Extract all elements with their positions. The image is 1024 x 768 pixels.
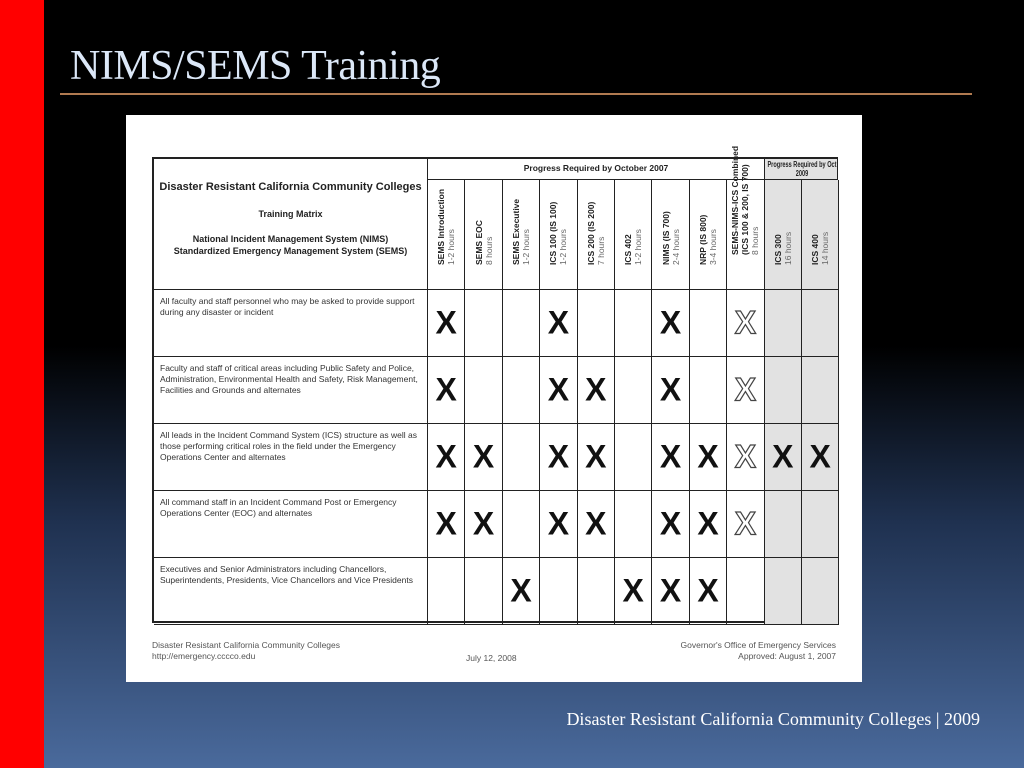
- matrix-cell: [765, 290, 802, 357]
- column-header-label: [548, 202, 568, 265]
- row-label: All command staff in an Incident Command Post or Emergency Operations Center (EOC) and alternates: [154, 491, 428, 558]
- course-hours: 8 hours: [483, 236, 494, 265]
- course-name: ICS 400: [810, 234, 821, 265]
- matrix-cell: [727, 424, 764, 491]
- x-mark: X: [697, 572, 719, 609]
- matrix-cell: [802, 424, 839, 491]
- group-header-2007: [428, 159, 765, 180]
- matrix-cell: [578, 558, 615, 625]
- group-header-2009: [765, 159, 838, 180]
- matrix-cell: [802, 491, 839, 558]
- matrix-cell: [578, 424, 615, 491]
- matrix-cell: [465, 491, 502, 558]
- matrix-cell: [540, 558, 577, 625]
- matrix-cell: [578, 491, 615, 558]
- matrix-cell: [652, 424, 689, 491]
- row-label: All leads in the Incident Command System (ICS) structure as well as those performing critical roles in the field under the Emergency Operations Center and alternates: [154, 424, 428, 491]
- matrix-cell: [690, 290, 727, 357]
- matrix-cell: [428, 558, 465, 625]
- matrix-cell: [465, 424, 502, 491]
- x-mark: X: [547, 371, 570, 408]
- matrix-cell: [652, 357, 689, 424]
- x-mark: X: [435, 438, 457, 475]
- x-mark: X: [547, 438, 570, 475]
- course-name: NIMS (IS 700): [660, 211, 671, 265]
- course-name: SEMS Executive: [510, 198, 521, 265]
- matrix-cell: [802, 357, 839, 424]
- x-mark: X: [659, 505, 682, 542]
- course-hours: 1-2 hours: [520, 229, 531, 265]
- doc-footer-left: [152, 640, 340, 662]
- column-header: [652, 180, 689, 290]
- x-mark: X: [659, 572, 682, 609]
- column-header: [615, 180, 652, 290]
- matrix-cell: [615, 424, 652, 491]
- column-header: [465, 180, 502, 290]
- matrix-cell: [503, 357, 540, 424]
- course-name: ICS 300: [772, 234, 783, 265]
- matrix-cell: [727, 290, 764, 357]
- column-header: [690, 180, 727, 290]
- x-mark: X: [547, 304, 570, 341]
- training-matrix-image: [126, 115, 862, 682]
- column-header: [578, 180, 615, 290]
- x-mark: X: [697, 505, 719, 542]
- column-header-label: [698, 215, 718, 265]
- matrix-cell: [615, 290, 652, 357]
- matrix-title-cell: [154, 159, 428, 290]
- matrix-cell: [727, 491, 764, 558]
- matrix-cell: [615, 558, 652, 625]
- x-mark: X: [472, 505, 495, 542]
- x-mark: X: [510, 572, 532, 609]
- row-label: Faculty and staff of critical areas including Public Safety and Police, Administration, Environmental Health and Safety, Risk Management, Facilities and Grounds and alternates: [154, 357, 428, 424]
- course-hours: 1-2 hours: [558, 229, 569, 265]
- column-header: [727, 145, 764, 290]
- x-mark: X: [435, 371, 457, 408]
- matrix-line2: Standardized Emergency Management System (SEMS): [173, 246, 408, 256]
- column-header: [428, 180, 465, 290]
- matrix-subtitle: Training Matrix: [258, 209, 323, 219]
- matrix-cell: [615, 491, 652, 558]
- course-name: NRP (IS 800): [697, 214, 708, 265]
- group-header-2009-label: Progress Required by Oct 2009: [766, 160, 837, 178]
- matrix-cell: [428, 290, 465, 357]
- x-mark: X: [659, 304, 682, 341]
- title-divider: [60, 93, 972, 95]
- x-mark: X: [659, 371, 682, 408]
- matrix-cell: [428, 357, 465, 424]
- matrix-cell: [765, 558, 802, 625]
- row-label: Executives and Senior Administrators including Chancellors, Superintendents, Presidents, Vice Chancellors and Vice Presidents: [154, 558, 428, 625]
- x-mark: X: [697, 438, 719, 475]
- group-header-2007-label: Progress Required by October 2007: [523, 163, 669, 173]
- matrix-cell: [690, 558, 727, 625]
- matrix-cell: [540, 357, 577, 424]
- course-name: SEMS EOC: [473, 220, 484, 265]
- column-header-label: [511, 199, 531, 265]
- matrix-cell: [540, 290, 577, 357]
- column-header-label: [474, 220, 494, 265]
- matrix-cell: [578, 290, 615, 357]
- column-header: [802, 180, 839, 290]
- matrix-cell: [578, 357, 615, 424]
- x-mark: X: [622, 572, 644, 609]
- x-mark: X: [659, 438, 682, 475]
- column-header-label: [661, 211, 681, 265]
- matrix-cell: [503, 290, 540, 357]
- row-label: All faculty and staff personnel who may be asked to provide support during any disaster or incident: [154, 290, 428, 357]
- matrix-cell: [690, 424, 727, 491]
- course-hours: 2-4 hours: [670, 229, 681, 265]
- outlined-x-mark: X: [734, 438, 757, 475]
- x-mark: X: [809, 438, 831, 475]
- outlined-x-mark: X: [734, 304, 757, 341]
- matrix-cell: [503, 491, 540, 558]
- column-header-label: [730, 146, 760, 255]
- matrix-cell: [765, 491, 802, 558]
- x-mark: X: [472, 438, 495, 475]
- column-header: [503, 180, 540, 290]
- course-name: ICS 200 (IS 200): [585, 201, 596, 265]
- course-hours: 16 hours: [782, 231, 793, 265]
- doc-footer-org: Disaster Resistant California Community Colleges: [152, 640, 341, 650]
- matrix-cell: [428, 424, 465, 491]
- slide-footer: Disaster Resistant California Community Colleges | 2009: [566, 709, 980, 729]
- matrix-cell: [540, 491, 577, 558]
- course-hours: 14 hours: [820, 231, 831, 265]
- course-hours: 1-2 hours: [633, 229, 644, 265]
- course-hours: 1-2 hours: [446, 229, 457, 265]
- matrix-cell: [465, 357, 502, 424]
- matrix-cell: [465, 558, 502, 625]
- course-name: ICS 100 (IS 100): [548, 201, 559, 265]
- outlined-x-mark: X: [734, 505, 757, 542]
- matrix-cell: [652, 491, 689, 558]
- x-mark: X: [435, 304, 457, 341]
- course-hours: 7 hours: [595, 236, 606, 265]
- slide-title: NIMS/SEMS Training: [70, 43, 441, 89]
- doc-footer-approved: Approved: August 1, 2007: [738, 651, 836, 661]
- matrix-cell: [765, 357, 802, 424]
- matrix-org: Disaster Resistant California Community Colleges: [159, 181, 422, 193]
- matrix-cell: [690, 357, 727, 424]
- doc-footer-url[interactable]: http://emergency.cccco.edu: [152, 651, 256, 661]
- matrix-cell: [465, 290, 502, 357]
- course-name: ICS 402: [623, 234, 634, 265]
- matrix-cell: [652, 558, 689, 625]
- matrix-cell: [652, 290, 689, 357]
- matrix-cell: [802, 290, 839, 357]
- doc-footer-right: [681, 640, 836, 662]
- matrix-cell: [428, 491, 465, 558]
- matrix-cell: [503, 558, 540, 625]
- matrix-line1: National Incident Management System (NIMS): [192, 234, 389, 244]
- matrix-cell: [540, 424, 577, 491]
- x-mark: X: [585, 371, 607, 408]
- red-accent-bar: [0, 0, 44, 768]
- course-name-detail: (ICS 100 & 200, IS 700): [740, 164, 751, 255]
- column-header-label: [586, 202, 606, 265]
- doc-footer-agency: Governor's Office of Emergency Services: [680, 640, 836, 650]
- matrix-cell: [765, 424, 802, 491]
- column-header-label: [773, 232, 793, 265]
- x-mark: X: [547, 505, 570, 542]
- doc-footer-date: July 12, 2008: [466, 653, 517, 663]
- column-header-label: [623, 229, 643, 265]
- matrix-cell: [727, 558, 764, 625]
- matrix-cell: [503, 424, 540, 491]
- column-header: [540, 180, 577, 290]
- outlined-x-mark: X: [734, 371, 757, 408]
- course-hours: 3-4 hours: [707, 229, 718, 265]
- column-header: [765, 180, 802, 290]
- column-header-label: [436, 189, 456, 265]
- training-matrix-table: [152, 145, 838, 623]
- x-mark: X: [585, 505, 607, 542]
- course-name: SEMS-NIMS-ICS Combined: [730, 145, 741, 255]
- x-mark: X: [435, 505, 457, 542]
- matrix-cell: [802, 558, 839, 625]
- course-hours: 8 hours: [750, 226, 761, 255]
- x-mark: X: [585, 438, 607, 475]
- x-mark: X: [772, 438, 794, 475]
- course-name: SEMS Introduction: [436, 188, 447, 265]
- matrix-cell: [727, 357, 764, 424]
- matrix-cell: [690, 491, 727, 558]
- column-header-label: [810, 232, 830, 265]
- matrix-cell: [615, 357, 652, 424]
